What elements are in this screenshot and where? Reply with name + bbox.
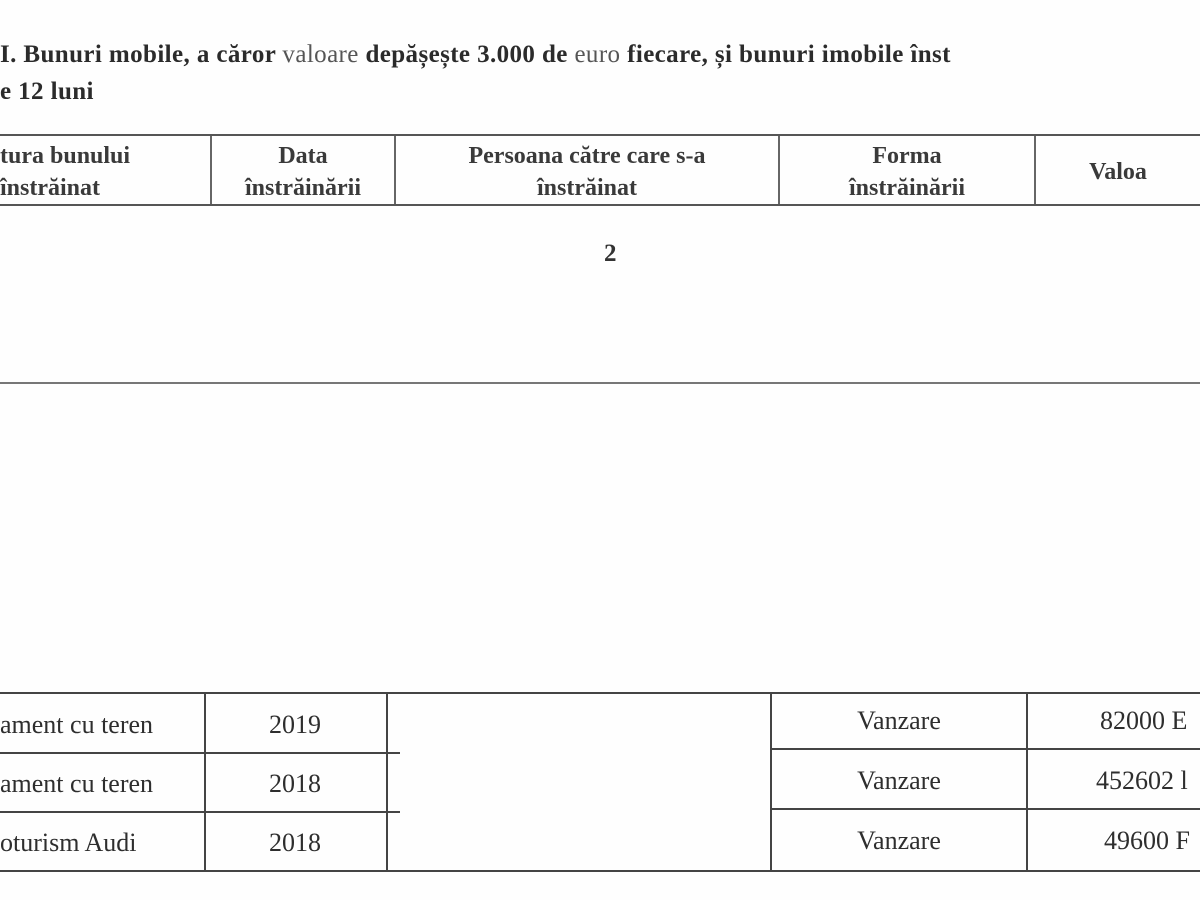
- cell-form: Vanzare: [857, 826, 941, 855]
- table-rule: [1026, 692, 1028, 872]
- header-label: Data: [278, 143, 328, 169]
- column-number: 2: [604, 240, 617, 267]
- header-label: tura bunului: [0, 143, 131, 169]
- heading-text-part: valoare: [282, 41, 359, 68]
- cell-nature: oturism Audi: [0, 828, 137, 857]
- divider-line: [0, 382, 1200, 384]
- header-label: înstrăinat: [0, 175, 101, 201]
- cell-form: Vanzare: [857, 766, 941, 795]
- header-label: înstrăinării: [848, 175, 965, 201]
- cell-form: Vanzare: [857, 706, 941, 735]
- cell-date: 2018: [269, 769, 321, 798]
- section-heading: [0, 36, 951, 110]
- table-rule: [386, 692, 388, 872]
- cell-value: 452602 l: [1096, 766, 1188, 795]
- cell-nature: ament cu teren: [0, 710, 154, 739]
- section-heading-line-1: [0, 36, 951, 73]
- cell-value: 49600 F: [1104, 826, 1190, 855]
- header-label: înstrăinat: [536, 175, 637, 201]
- cell-nature: ament cu teren: [0, 769, 154, 798]
- header-cell-person: [396, 136, 780, 204]
- header-cell-nature: [0, 136, 212, 204]
- data-table: [0, 692, 1200, 872]
- header-cell-form: [780, 136, 1036, 204]
- header-label: Valoa: [1089, 159, 1147, 185]
- cell-date: 2018: [269, 828, 321, 857]
- cell-value: 82000 E: [1100, 706, 1188, 735]
- heading-text-part: fiecare, și bunuri imobile înst: [620, 41, 951, 68]
- header-cell-date: [212, 136, 396, 204]
- header-label: Forma: [872, 143, 942, 169]
- heading-text-part: I. Bunuri mobile, a căror: [0, 41, 283, 68]
- header-label: Persoana către care s-a: [468, 143, 706, 169]
- heading-text-part: depășește 3.000 de: [358, 41, 575, 68]
- header-cell-value: [1036, 136, 1200, 204]
- table-header-row: [0, 134, 1200, 206]
- header-label: înstrăinării: [244, 175, 361, 201]
- cell-date: 2019: [269, 710, 321, 739]
- heading-text-part: euro: [574, 41, 621, 68]
- section-heading-line-2: e 12 luni: [0, 78, 94, 105]
